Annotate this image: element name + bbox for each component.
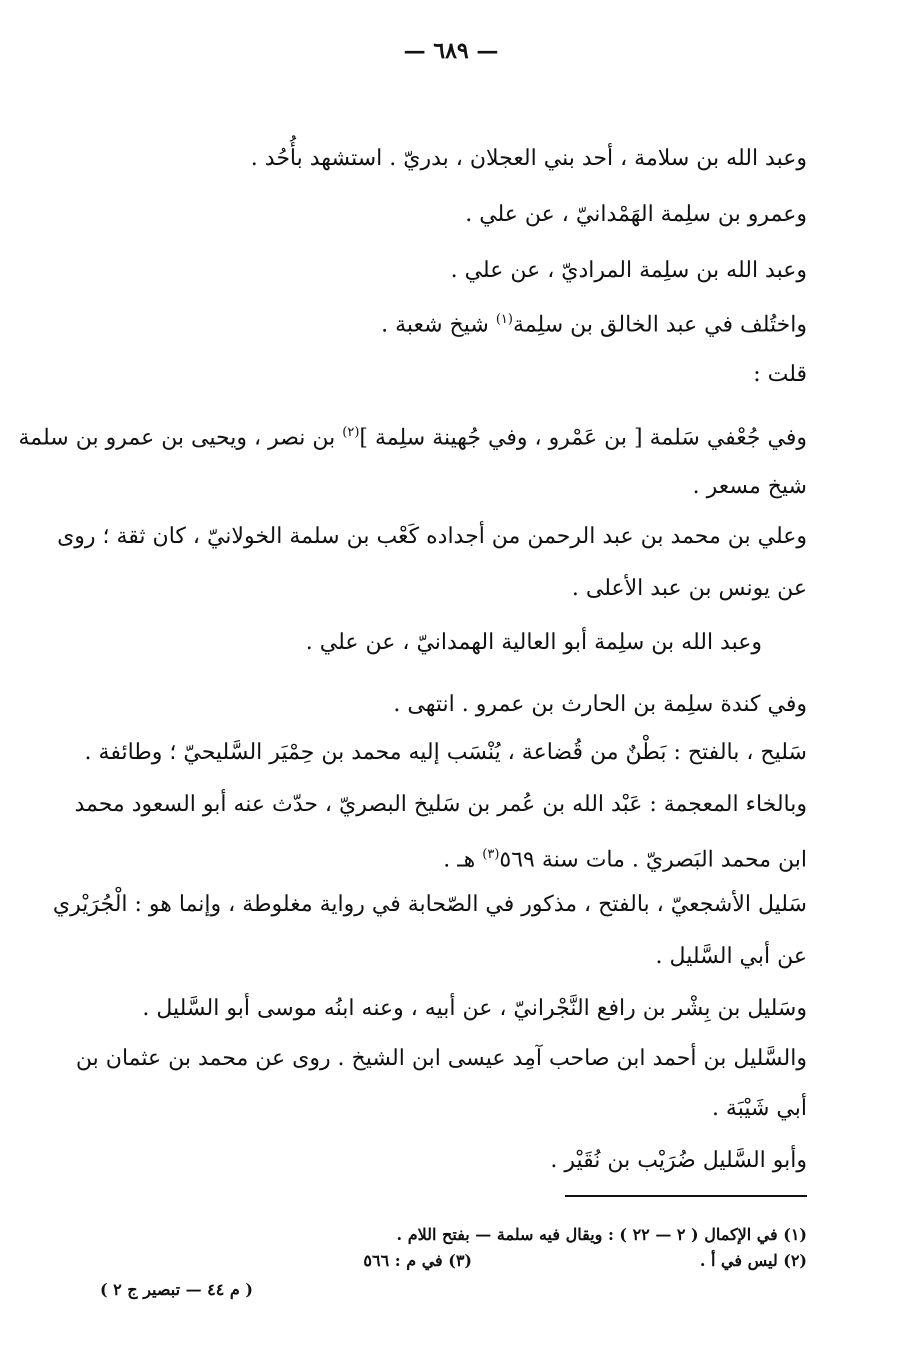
printer-signature: ( م ٤٤ — تبصير ج ٢ ) xyxy=(100,1280,253,1299)
text-line-4-main: واختُلف في عبد الخالق بن سلِمة xyxy=(512,312,807,338)
text-line-4-tail: شيخ شعبة . xyxy=(381,312,489,338)
text-line-10: وعبد الله بن سلِمة أبو العالية الهمدانيّ ، عن علي . xyxy=(305,630,762,655)
footnote-1: (١) في الإكمال ( ٢ — ٢٢ ) : ويقال فيه سلمة — بفتح اللام . xyxy=(396,1225,807,1244)
text-line-19: أبي شَيْبَة . xyxy=(711,1096,807,1121)
footnote-divider xyxy=(565,1195,807,1197)
page-number: — ٦٨٩ — xyxy=(403,38,499,64)
footnote-ref-3: (٣) xyxy=(482,847,500,862)
footnote-2: (٢) ليس في أ . xyxy=(699,1251,807,1270)
text-line-7: شيخ مسعر . xyxy=(692,474,807,499)
text-line-3: وعبد الله بن سلِمة المراديّ ، عن علي . xyxy=(450,258,807,283)
text-line-8: وعلي بن محمد بن عبد الرحمن من أجداده كَعْب بن سلمة الخولانيّ ، كان ثقة ؛ روى xyxy=(57,524,807,549)
text-line-17: وسَليل بن بِشْر بن رافع النَّجْرانيّ ، عن أبيه ، وعنه ابنُه موسى أبو السَّليل . xyxy=(142,996,807,1021)
text-line-14-main: ابن محمد البَصريّ . مات سنة ٥٦٩ xyxy=(499,847,807,873)
text-line-1: وعبد الله بن سلامة ، أحد بني العجلان ، بدريّ . استشهد بأُحُد . xyxy=(250,146,807,171)
text-line-14-tail: هـ . xyxy=(443,847,476,873)
text-line-5: قلت : xyxy=(753,362,807,387)
text-line-16: عن أبي السَّليل . xyxy=(655,944,807,969)
text-line-11: وفي كندة سلِمة بن الحارث بن عمرو . انتهى . xyxy=(393,692,807,717)
text-line-6 xyxy=(19,418,808,453)
text-line-2: وعمرو بن سلِمة الهَمْدانيّ ، عن علي . xyxy=(465,202,807,227)
text-line-15: سَليل الأشجعيّ ، بالفتح ، مذكور في الصّحابة في رواية مغلوطة ، وإنما هو : الْجُرَيْري xyxy=(52,892,807,917)
footnote-ref-1: (١) xyxy=(495,312,513,327)
text-line-13: وبالخاء المعجمة : عَبْد الله بن عُمر بن سَليخ البصريّ ، حدّث عنه أبو السعود محمد xyxy=(74,792,807,817)
text-line-9: عن يونس بن عبد الأعلى . xyxy=(571,576,807,601)
footnote-ref-2: (٢) xyxy=(342,425,360,440)
text-line-12: سَليح ، بالفتح : بَطْنٌ من قُضاعة ، يُنْسَب إليه محمد بن حِمْيَر السَّليحيّ ؛ وطائفة . xyxy=(84,740,807,765)
footnote-3: (٣) في م : ٥٦٦ xyxy=(363,1251,472,1270)
text-line-6-main: وفي جُعْفي سَلمة [ بن عَمْرو ، وفي جُهينة سلِمة ] xyxy=(359,425,807,451)
text-line-4 xyxy=(381,305,807,340)
text-line-14 xyxy=(443,840,807,875)
text-line-18: والسَّليل بن أحمد ابن صاحب آمِد عيسى ابن الشيخ . روى عن محمد بن عثمان بن xyxy=(75,1046,807,1071)
text-line-6-tail: بن نصر ، ويحيى بن عمرو بن سلمة xyxy=(18,425,336,451)
text-line-20: وأبو السَّليل ضُرَيْب بن نُقَيْر . xyxy=(550,1148,807,1173)
